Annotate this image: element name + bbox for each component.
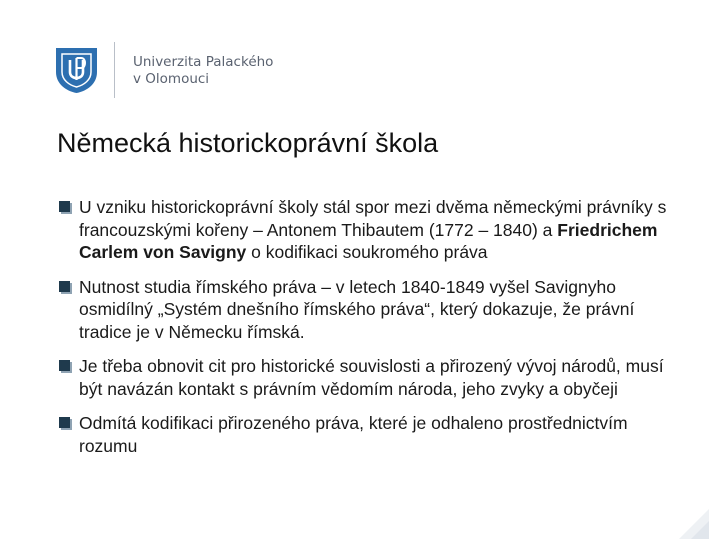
slide-title: Německá historickoprávní škola (57, 128, 439, 158)
university-name (133, 54, 273, 88)
bullet-text-1a: U vzniku historickoprávní školy stál spor mezi dvěma německými právníky s francouzskými kořeny – Antonem Thibautem (1772 – 1840) a (79, 197, 672, 240)
logo-divider (114, 42, 115, 98)
university-logo-icon (54, 46, 99, 94)
square-bullet-icon (59, 360, 70, 371)
bullet-text-3: Je třeba obnovit cit pro historické souvislosti a přirozený vývoj národů, musí být navázán kontakt s právním vědomím národa, jeho zvyky a obyčeji (79, 356, 669, 399)
university-name-line1: Univerzita Palackého (133, 54, 274, 70)
corner-decoration-icon (669, 499, 709, 539)
university-name-line2: v Olomouci (133, 71, 210, 87)
bullet-text-1-bold: Friedrichem Carlem von Savigny (79, 219, 658, 262)
square-bullet-icon (59, 417, 70, 428)
bullet-item-2 (57, 276, 677, 344)
bullet-item-4 (57, 412, 677, 457)
square-bullet-icon (59, 281, 70, 292)
bullet-text-2: Nutnost studia římského práva – v letech 1840-1849 vyšel Savignyho osmidílný „Systém dnešního římského práva“, který dokazuje, že právní tradice je v Německu římská. (79, 276, 640, 342)
bullet-text-4: Odmítá kodifikaci přirozeného práva, které je odhaleno prostřednictvím rozumu (79, 413, 633, 456)
bullet-item-3 (57, 355, 677, 400)
square-bullet-icon (59, 201, 70, 212)
bullet-item-1 (57, 196, 677, 264)
bullet-text-1b: o kodifikaci soukromého práva (246, 242, 488, 262)
bullet-list (57, 196, 677, 469)
